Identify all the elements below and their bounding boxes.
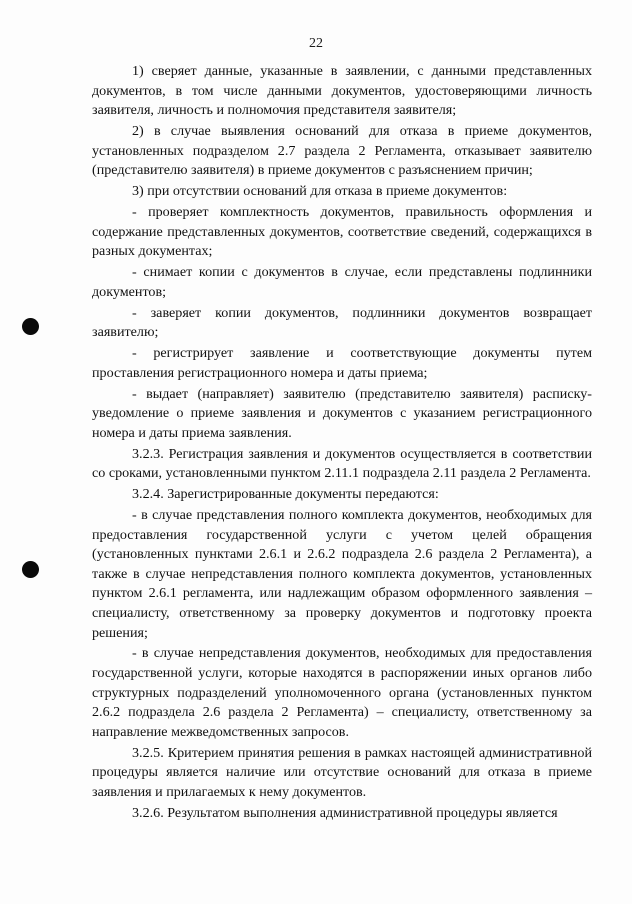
paragraph-make-copies: - снимает копии с документов в случае, если представлены подлинники документов; [92, 264, 592, 300]
paragraph-check-completeness: - проверяет комплектность документов, правильность оформления и содержание представленных документов, соответствие сведений, содержащихся в разных документах; [92, 204, 592, 260]
paragraph-full-set: - в случае представления полного комплекта документов, необходимых для предоставления государственной услуги с учетом целей обращения (установленных пунктами 2.6.1 и 2.6.2 подраздела 2.6 раздела 2 Регламента), а также в случае непредставления полного комплекта документов, установленных пунктом 2.6.1 регламента, или надлежащим образом оформленного заявления – специалисту, ответственному за проверку документов и подготовку проекта решения; [92, 507, 592, 641]
page-number: 22 [309, 36, 323, 51]
paragraph-3-2-5: 3.2.5. Критерием принятия решения в рамках настоящей административной процедуры является наличие или отсутствие оснований для отказа в приеме заявления и прилагаемых к нему документов. [92, 744, 592, 800]
paragraph-certify-copies: - заверяет копии документов, подлинники документов возвращает заявителю; [92, 304, 592, 341]
paragraph-3-2-6: 3.2.6. Результатом выполнения административной процедуры является [132, 804, 558, 821]
document-text [92, 62, 592, 825]
paragraph-2-refusal: 2) в случае выявления оснований для отказа в приеме документов, установленных подразделом 2.7 раздела 2 Регламента, отказывает заявителю (представителю заявителя) в приеме документов с разъяснением причин; [92, 123, 592, 179]
paragraph-1-verify-data: 1) сверяет данные, указанные в заявлении, с данными представленных документов, в том числе данными документов, удостоверяющими личность заявителя, личность и полномочия представителя заявителя; [92, 63, 592, 119]
paragraph-3-2-4: 3.2.4. Зарегистрированные документы передаются: [132, 486, 439, 503]
paragraph-register: - регистрирует заявление и соответствующие документы путем проставления регистрационного номера и даты приема; [92, 345, 592, 381]
paragraph-3-2-3: 3.2.3. Регистрация заявления и документов осуществляется в соответствии со сроками, установленными пунктом 2.11.1 подраздела 2.11 раздела 2 Регламента. [92, 445, 592, 482]
punch-hole-bottom [22, 561, 39, 578]
punch-hole-top [22, 318, 39, 335]
paragraph-incomplete-set: - в случае непредставления документов, необходимых для предоставления государственной услуги, которые находятся в распоряжении иных органов либо структурных подразделений уполномоченного органа (установленных пунктом 2.6.2 подраздела 2.6 раздела 2 Регламента) – специалисту, ответственному за направление межведомственных запросов. [92, 645, 592, 740]
paragraph-3-no-grounds: 3) при отсутствии оснований для отказа в приеме документов: [132, 183, 508, 200]
paragraph-issue-receipt: - выдает (направляет) заявителю (представителю заявителя) расписку-уведомление о приеме заявления и документов с указанием регистрационного номера и даты приема заявления. [92, 385, 592, 441]
